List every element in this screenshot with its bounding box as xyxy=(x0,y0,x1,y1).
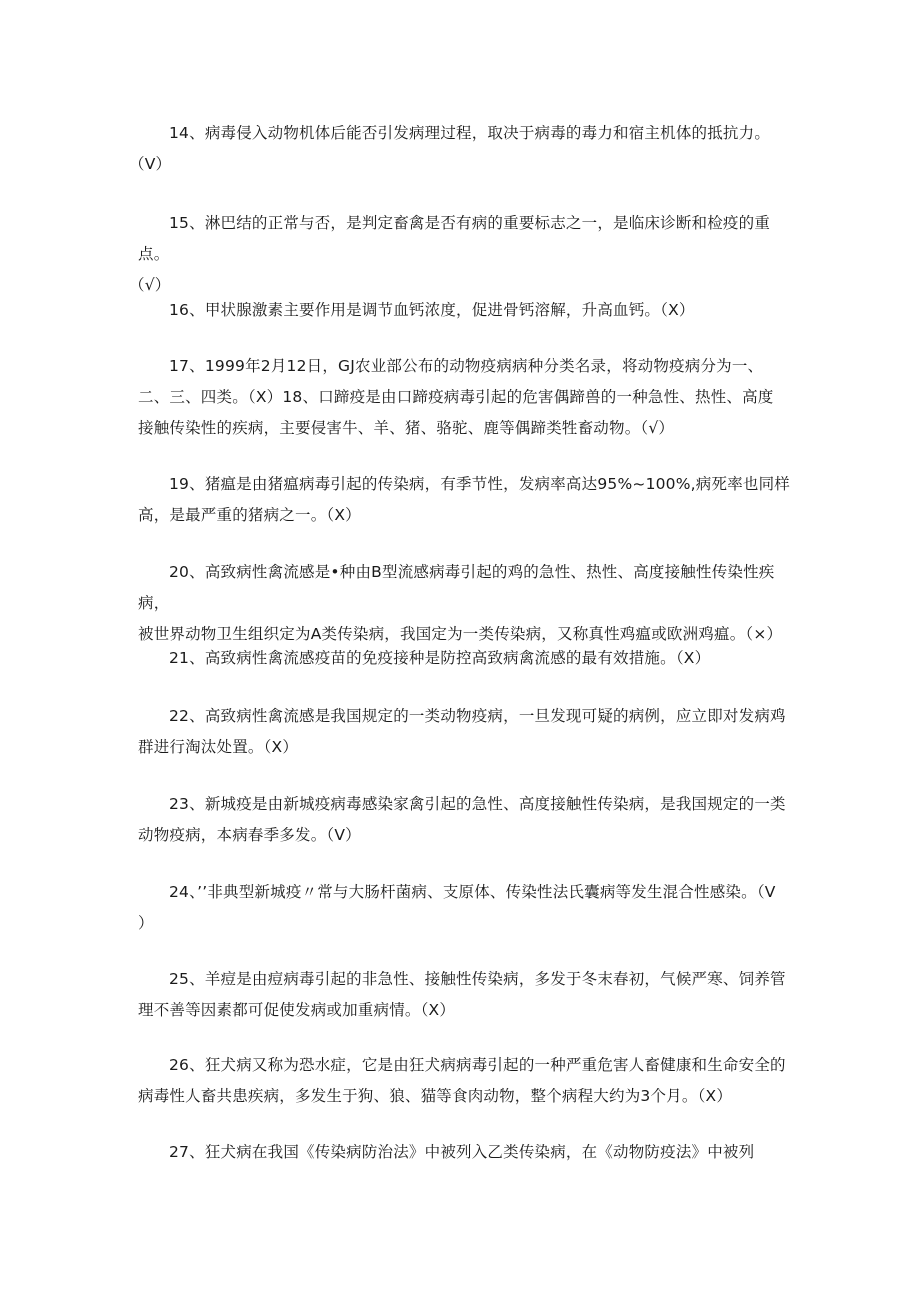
question-line: 26、狂犬病又称为恐水症，它是由狂犬病病毒引起的一种严重危害人畜健康和生命安全的 xyxy=(169,1056,786,1074)
question-25 xyxy=(138,964,798,1026)
question-line: 20、高致病性禽流感是•种由B型流感病毒引起的鸡的急性、热性、高度接触性传染性疾病， xyxy=(138,563,775,612)
question-line: 群进行淘汰处置。（X） xyxy=(138,738,299,756)
question-27 xyxy=(138,1137,798,1168)
question-line: 17、1999年2月12日，GJ农业部公布的动物疫病病种分类名录，将动物疫病分为一、 xyxy=(169,357,764,375)
question-line: 24、’’非典型新城疫〃常与大肠杆菌病、支原体、传染性法氏囊病等发生混合性感染。（V xyxy=(169,883,776,901)
question-line: 22、高致病性禽流感是我国规定的一类动物疫病，一旦发现可疑的病例，应立即对发病鸡 xyxy=(169,707,786,725)
question-line: （√） xyxy=(129,276,171,294)
question-23 xyxy=(138,789,798,851)
question-line: 高，是最严重的猪病之一。（X） xyxy=(138,506,361,524)
question-line: 接触传染性的疾病，主要侵害牛、羊、猪、骆驼、鹿等偶蹄类牲畜动物。（√） xyxy=(138,419,675,437)
question-22 xyxy=(138,701,798,763)
question-line: 病毒性人畜共患疾病，多发生于狗、狼、猫等食肉动物，整个病程大约为3个月。（X） xyxy=(138,1087,733,1105)
question-17-18 xyxy=(138,351,798,444)
question-line: 被世界动物卫生组织定为A类传染病，我国定为一类传染病，又称真性鸡瘟或欧洲鸡瘟。（×） xyxy=(138,625,783,643)
question-line: 15、淋巴结的正常与否，是判定畜禽是否有病的重要标志之一，是临床诊断和检疫的重点。 xyxy=(138,214,771,263)
question-line: 动物疫病，本病春季多发。（V） xyxy=(138,826,361,844)
question-15 xyxy=(129,208,798,301)
question-line: 27、狂犬病在我国《传染病防治法》中被列入乙类传染病，在《动物防疫法》中被列 xyxy=(169,1143,755,1161)
question-line: 16、甲状腺激素主要作用是调节血钙浓度，促进骨钙溶解，升高血钙。（X） xyxy=(169,301,695,319)
question-line: 14、病毒侵入动物机体后能否引发病理过程，取决于病毒的毒力和宿主机体的抵抗力。 xyxy=(169,124,771,142)
question-24 xyxy=(138,877,798,939)
question-line: 二、三、四类。（X）18、口蹄疫是由口蹄疫病毒引起的危害偶蹄兽的一种急性、热性、高度 xyxy=(138,388,774,406)
question-21 xyxy=(138,643,798,674)
question-line: 理不善等因素都可促使发病或加重病情。（X） xyxy=(138,1001,456,1019)
question-line: （V） xyxy=(129,155,172,173)
question-20 xyxy=(138,557,798,650)
question-line: 23、新城疫是由新城疫病毒感染家禽引起的急性、高度接触性传染病，是我国规定的一类 xyxy=(169,795,786,813)
question-19 xyxy=(138,469,798,531)
question-14 xyxy=(129,118,798,180)
question-line: 19、猪瘟是由猪瘟病毒引起的传染病，有季节性，发病率高达95%~100%,病死率也同样 xyxy=(169,475,791,493)
question-line: ） xyxy=(138,914,154,932)
question-line: 25、羊痘是由痘病毒引起的非急性、接触性传染病，多发于冬末春初，气候严寒、饲养管 xyxy=(169,970,786,988)
question-line: 21、高致病性禽流感疫苗的免疫接种是防控高致病禽流感的最有效措施。（X） xyxy=(169,649,711,667)
question-16 xyxy=(138,295,798,326)
question-26 xyxy=(138,1050,798,1112)
